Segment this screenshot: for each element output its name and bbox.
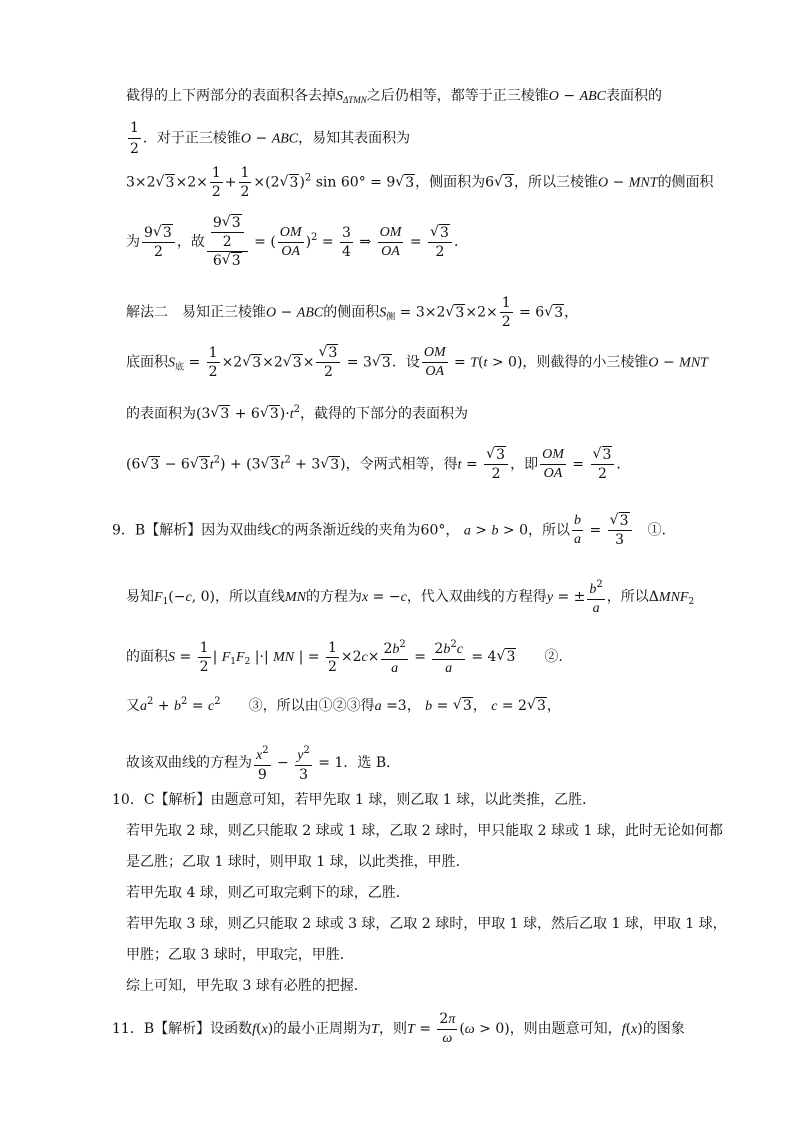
text: 之后仍相等，都等于正三棱锥: [366, 88, 549, 104]
text: ，所以: [606, 589, 649, 605]
text-line: [126, 883, 410, 903]
text-line: [126, 821, 723, 841]
text: 11．B【解析】设函数: [112, 1021, 253, 1037]
text: ③，所以由①②③得: [248, 698, 375, 714]
text: ，截得的下部分的表面积为: [299, 406, 468, 422]
text: 的图象: [642, 1021, 685, 1037]
text-line: 的表面积为(3√ 3 + 6√ $3)\cdot t^2$，截得的下部分的表面积为: [126, 400, 468, 425]
text: 综上可知，甲先取 3 球有必胜的把握．: [126, 978, 368, 994]
text-line: [126, 852, 470, 872]
text-line: $\frac{1}{2}$ ．对于正三棱锥O − ABC，易知其表面积为: [130, 120, 411, 157]
text-line: 3×2√ 3×2× $\frac{1}{2}$ + $\frac{1}{2}$ ×(2√ 3)$^2$ sin 60° = 9√ 3，侧面积为6√ 3，所以三棱锥O − MNT的侧面积: [126, 164, 714, 201]
text: 的侧面积: [657, 174, 714, 191]
text: ，所以: [528, 522, 570, 539]
text: 9．B【解析】因为双曲线: [112, 522, 272, 539]
text: ，所以直线: [215, 589, 285, 605]
text: 解法二 易知正三棱锥: [126, 304, 266, 321]
text-line: 截得的上下两部分的表面积各去掉$S_{\Delta TMN}$之后仍相等，都等于正三棱锥O − ABC表面积的: [126, 88, 663, 105]
text-line: 为 $\frac{9√ 3}{2}$ ，故 $\frac{\frac{9√ 3}{2}}{6√ 3}$ = ( $\frac{OM}{OA}$ )$^2$ = $\frac{3}{4}$ ⇒ $\frac{OM}{OA}$ = √ $\frac{3}{2}$ ．: [126, 214, 468, 270]
text-line: (6√ 3 − 6√ $3t^2) + (3√$ $3t^2 + 3√$ 3)，令两式相等，得t = √ $\frac{3}{2}$ ，即 $\frac{OM}{OA}$ = √ $\frac{3}{2}$ ．: [126, 446, 630, 483]
text: ，则由题意可知，: [509, 1021, 622, 1037]
text: ，则: [378, 1021, 407, 1037]
text-line: 解法二 易知正三棱锥O − ABC的侧面积$S_侧 = 3\times 2√$ 3×2× $\frac{1}{2}$ = 6√ 3，: [126, 294, 578, 331]
text: ，即: [510, 456, 539, 473]
text-line: 又$a^2 + b^2 = c^2$ ③，所以由①②③得a =3， b = √ 3， c = 2√ 3，: [126, 692, 561, 717]
text: 若甲先取 4 球，则乙可取完剩下的球，乙胜．: [126, 885, 410, 901]
question-11: 11．B【解析】设函数f(x)的最小正周期为T，则T = $\frac{2\pi}{\omega}$ (ω > 0)，则由题意可知，f(x)的图象: [112, 1011, 685, 1046]
text: 的表面积为: [126, 406, 196, 422]
text: 底面积: [126, 354, 168, 371]
text: 故该双曲线的方程为: [126, 755, 252, 771]
text: 的两条渐近线的夹角为: [280, 522, 421, 539]
text: 的最小正周期为: [273, 1021, 372, 1037]
text: ①.: [647, 522, 667, 539]
text-line: 故该双曲线的方程为 $\frac{x^2}{9}$ − $\frac{y^2}{3}$ = 1．选 B．: [126, 742, 400, 784]
text: 是乙胜；乙取 1 球时，则甲取 1 球，以此类推，甲胜．: [126, 854, 470, 870]
text: 易知: [126, 589, 154, 605]
text: ，所以三棱锥: [514, 174, 598, 191]
text-line: 底面积$S_底$ = $\frac{1}{2}$ ×2√ 3×2√ 3× √ $\frac{3}{2}$ = 3√ 3．设 $\frac{OM}{OA}$ = T(t > 0)，则截得的小三棱锥O − MNT: [126, 344, 708, 381]
text: ，易知其表面积为: [298, 130, 411, 147]
text-line: [126, 914, 727, 934]
text: 截得的上下两部分的表面积各去掉: [126, 88, 336, 104]
text: ．选 B．: [343, 755, 401, 771]
question-10: [112, 790, 596, 810]
text: ．对于正三棱锥: [142, 130, 241, 147]
text: 的方程为: [306, 589, 362, 605]
text-line: [126, 976, 368, 996]
text: 的侧面积: [323, 304, 380, 321]
text-line: 易知$F_1(-c$, 0)，所以直线MN的方程为x = −c，代入双曲线的方程得y = ± $\frac{b^2}{a}$ ，所以$\Delta MNF_2$: [126, 576, 694, 618]
text: ，代入双曲线的方程得: [406, 589, 547, 605]
text: ，令两式相等，得: [345, 456, 458, 473]
text: ，侧面积为: [415, 174, 486, 191]
text: ，则截得的小三棱锥: [522, 354, 649, 371]
text-line: 的面积S = $\frac{1}{2}$ | $F_1F_2$ |·| MN | = $\frac{1}{2}$ ×2c× $\frac{2b^2}{a}$ = $\frac{2b^2c}{a}$ = 4√ 3 ②.: [126, 636, 563, 678]
text: 甲胜；乙取 3 球时，甲取完，甲胜．: [126, 947, 354, 963]
text: ．设: [391, 354, 420, 371]
question-9: 9．B【解析】因为双曲线C的两条渐近线的夹角为60°， a > b > 0，所以 $\frac{b}{a}$ = √ $\frac{3}{3}$ ①.: [112, 512, 666, 549]
text: 若甲先取 2 球，则乙只能取 2 球或 1 球，乙取 2 球时，甲只能取 2 球或 1 球，此时无论如何都: [126, 823, 723, 839]
text: ，故: [176, 234, 205, 250]
text: 又: [126, 698, 140, 714]
text: ②.: [544, 649, 563, 665]
text: 的面积: [126, 649, 168, 665]
text: 10．C【解析】由题意可知，若甲先取 1 球，则乙取 1 球，以此类推，乙胜．: [112, 792, 597, 808]
text: 为: [126, 234, 140, 250]
text: 表面积的: [606, 88, 663, 104]
text: 若甲先取 3 球，则乙只能取 2 球或 3 球，乙取 2 球时，甲取 1 球，然后乙取 1 球，甲取 1 球，: [126, 916, 727, 932]
text-line: [126, 945, 354, 965]
